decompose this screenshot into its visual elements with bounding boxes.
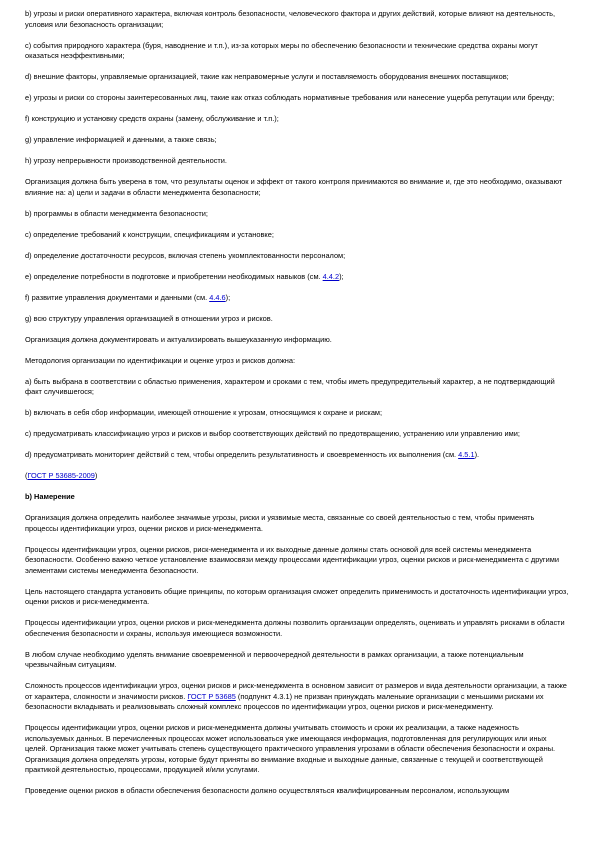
list-item: f) конструкцию и установку средств охраны (замену, обслуживание и т.п.); — [25, 114, 279, 123]
paragraph: В любом случае необходимо уделять внимание своевременной и первоочередной деятельности в рамках организации, а также потенциальным чрезвычайным ситуациям. — [25, 649, 524, 669]
list-item-text: e) определение потребности в подготовке и приобретении необходимых навыков (см. — [25, 271, 323, 281]
paragraph: Цель настоящего стандарта установить общие принципы, по которым организация сможет определить применимость и достаточность идентификации угроз, оценки рисков и риск-менеджмента. — [25, 586, 569, 606]
list-item: g) всю структуру управления организацией в отношении угроз и рисков. — [25, 313, 273, 323]
list-item-documents — [25, 293, 569, 304]
list-item-text: ). — [474, 450, 480, 459]
list-item: h) угрозу непрерывности производственной деятельности. — [25, 156, 227, 165]
standard-reference — [25, 471, 569, 482]
link-section-4-4-2[interactable]: 4.4.2 — [322, 271, 340, 281]
link-section-4-5-1[interactable]: 4.5.1 — [458, 450, 475, 459]
paragraph-complexity — [25, 681, 569, 713]
list-item: e) угрозы и риски со стороны заинтересованных лиц, такие как отказ соблюдать нормативные требования или нанесение ущерба репутации или бренду; — [25, 93, 555, 102]
paragraph: Процессы идентификации угроз, оценки рисков и риск-менеджмента должны позволить организации определять, оценивать и управлять рисками в области обеспечения безопасности и охраны, используя имеющиеся возможности. — [25, 618, 565, 638]
paragraph: Процессы идентификации угроз, оценки рисков, риск-менеджмента и их выходные данные должны стать основой для всей системы менеджмента безопасности. Особенно важно четкое установление взаимосвязи между процессами идентификации угроз, оценки рисков и риск-менеджмента с другими элементами системы менеджмента безопасности. — [25, 544, 559, 575]
ref-bracket: ) — [94, 471, 98, 480]
method-item-monitoring — [25, 450, 569, 461]
list-item: c) события природного характера (буря, наводнение и т.п.), из-за которых меры по обеспечению безопасности и технические средства охраны могут оказаться неэффективными; — [25, 40, 538, 60]
ref-bracket: ( — [25, 471, 28, 480]
paragraph-document: Организация должна документировать и актуализировать вышеуказанную информацию. — [25, 334, 332, 344]
paragraph-text: (подпункт 4.3.1) не призван принуждать маленькие организации с меньшими рисками их безопасности вкладывать и реализовывать сложный комплекс процессов по идентификации угроз, оценки рисков и риск-менеджменту. — [25, 691, 544, 711]
paragraph: Организация должна определить наиболее значимые угрозы, риски и уязвимые места, связанные со своей деятельностью с тем, чтобы применять процессы идентификации угроз, оценки рисков и риск-менеджмента. — [25, 513, 535, 533]
link-section-4-4-6[interactable]: 4.4.6 — [209, 292, 226, 302]
list-item: b) угрозы и риски оперативного характера, включая контроль безопасности, человеческого фактора и других действий, которые влияют на деятельность, условия или безопасность организации; — [25, 9, 556, 29]
link-gost-r-53685-2009[interactable]: ГОСТ Р 53685-2009 — [27, 471, 95, 480]
link-gost-r-53685[interactable]: ГОСТ Р 53685 — [187, 691, 236, 701]
list-item-text: ); — [339, 271, 344, 281]
paragraph-organization-aware: Организация должна быть уверена в том, что результаты оценок и эффект от такого контроля принимаются во внимание и, где это необходимо, оказывают влияние на: a) цели и задачи в области менеджмента безопасности; — [25, 177, 563, 197]
method-item: b) включать в себя сбор информации, имеющей отношение к угрозам, относящимся к охране и рискам; — [25, 408, 383, 417]
paragraph-last: Проведение оценки рисков в области обеспечения безопасности должно осуществляться квалифицированным персоналом, использующим — [25, 786, 510, 795]
list-item: c) определение требований к конструкции, спецификациям и установке; — [25, 229, 274, 239]
list-item: d) определение достаточности ресурсов, включая степень укомплектованности персоналом; — [25, 250, 346, 260]
list-item: b) программы в области менеджмента безопасности; — [25, 208, 208, 218]
list-item-text: ); — [225, 292, 231, 302]
paragraph-methodology: Методология организации по идентификации и оценке угроз и рисков должна: — [25, 355, 296, 365]
method-item: c) предусматривать классификацию угроз и рисков и выбор соответствующих действий по предотвращению, устранению или управлению ими; — [25, 429, 520, 438]
list-item: d) внешние факторы, управляемые организацией, такие как неправомерные услуги и поставляемость оборудования внешних поставщиков; — [25, 72, 509, 81]
paragraph-text: Сложность процессов идентификации угроз, оценки рисков и риск-менеджмента в основном зависит от размеров и вида деятельности организации, а также от характера, сложности и значимости рисков. — [25, 681, 567, 701]
section-heading-intent: b) Намерение — [25, 492, 75, 501]
paragraph-processes: Процессы идентификации угроз, оценки рисков и риск-менеджмента должны учитывать стоимость и сроки их реализации, а также надежность используемых данных. В перечисленных процессах может использоваться уже имеющаяся информация, подготовленная для регулирующих или иных целей. Организация также может учитывать степень существующего практического управления угрозами в области обеспечения безопасности и охраны. Организация должна определять угрозы, которые будут приняты во внимание входные и выходные данные, связанные с текущей и соответствующей практикой деятельностью, процессами, продукцией и/или услугами. — [25, 723, 556, 774]
list-item-text: d) предусматривать мониторинг действий с тем, чтобы определить результативность и своевременность их выполнения (см. — [25, 450, 459, 459]
list-item-training — [25, 272, 569, 283]
list-item: g) управление информацией и данными, а также связь; — [25, 135, 217, 144]
method-item: a) быть выбрана в соответствии с областью применения, характером и сроками с тем, чтобы иметь предупредительный характер, а не подтверждающий факт случившегося; — [25, 376, 555, 396]
list-item-text: f) развитие управления документами и данными (см. — [25, 292, 210, 302]
